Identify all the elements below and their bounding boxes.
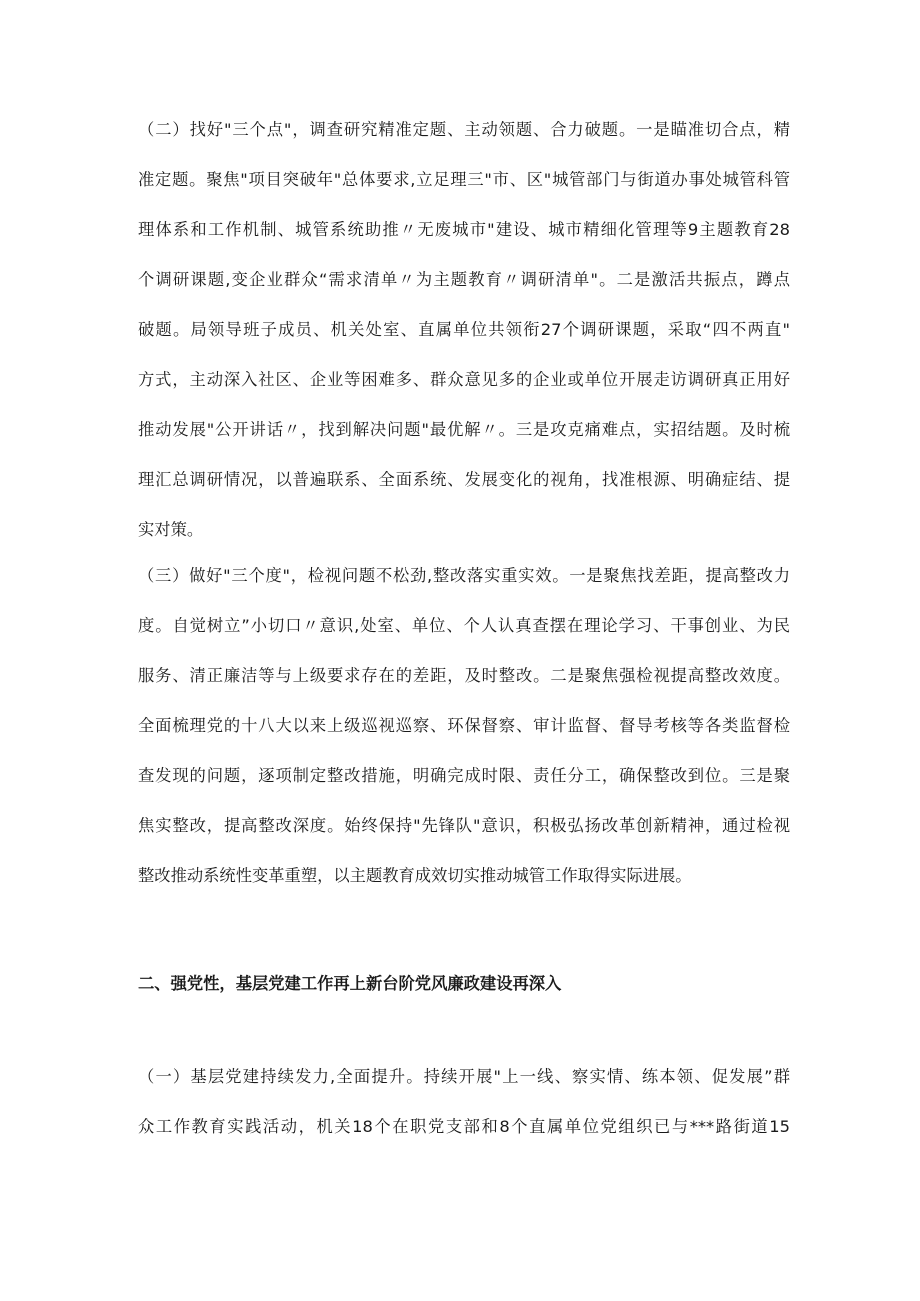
paragraph-line: （一）基层党建持续发力,全面提升。持续开展"上一线、察实情、练本领、促发展”群 [138,1067,790,1086]
paragraph-line: 理汇总调研情况，以普遍联系、全面系统、发展变化的视角，找准根源、明确症结、提 [138,470,790,489]
paragraph-line: 查发现的问题，逐项制定整改措施，明确完成时限、责任分工，确保整改到位。三是聚 [138,766,790,785]
paragraph-line: 破题。局领导班子成员、机关处室、直属单位共领衔27个调研课题，采取“四不两直" [138,320,790,339]
paragraph-line: 整改推动系统性变革重塑，以主题教育成效切实推动城管工作取得实际进展。 [138,866,692,885]
paragraph-line: 实对策。 [138,520,204,539]
paragraph-line: 理体系和工作机制、城管系统助推〃无废城市"建设、城市精细化管理等9主题教育28 [138,220,790,239]
paragraph-find-three-points [138,117,790,567]
paragraph-line: 方式，主动深入社区、企业等困难多、群众意见多的企业或单位开展走访调研真正用好 [138,370,790,389]
paragraph-line: （二）找好"三个点"，调查研究精准定题、主动领题、合力破题。一是瞄准切合点，精 [138,120,790,139]
paragraph-line: 推动发展"公开讲话〃，找到解决问题"最优解〃。三是攻克痛难点，实招结题。及时梳 [138,420,790,439]
paragraph-three-degrees [138,563,790,913]
paragraph-party-building [138,1064,790,1164]
paragraph-line: 众工作教育实践活动，机关18个在职党支部和8个直属单位党组织已与***路街道15 [138,1117,790,1136]
paragraph-line: 全面梳理党的十八大以来上级巡视巡察、环保督察、审计监督、督导考核等各类监督检 [138,716,790,735]
paragraph-line: 度。自觉树立”小切口〃意识,处室、单位、个人认真查摆在理论学习、干事创业、为民 [138,616,790,635]
paragraph-line: （三）做好"三个度"，检视问题不松劲,整改落实重实效。一是聚焦找差距，提高整改力 [138,566,790,585]
paragraph-line: 服务、清正廉洁等与上级要求存在的差距，及时整改。二是聚焦强检视提高整改效度。 [138,666,790,685]
section-heading: 二、强党性，基层党建工作再上新台阶党风廉政建设再深入 [138,974,562,993]
paragraph-line: 个调研课题,变企业群众“需求清单〃为主题教育〃调研清单"。二是激活共振点，蹲点 [138,270,790,289]
paragraph-line: 准定题。聚焦"项目突破年"总体要求,立足理三"市、区"城管部门与街道办事处城管科管 [138,170,790,189]
paragraph-line: 焦实整改，提高整改深度。始终保持"先锋队"意识，积极弘扬改革创新精神，通过检视 [138,816,790,835]
